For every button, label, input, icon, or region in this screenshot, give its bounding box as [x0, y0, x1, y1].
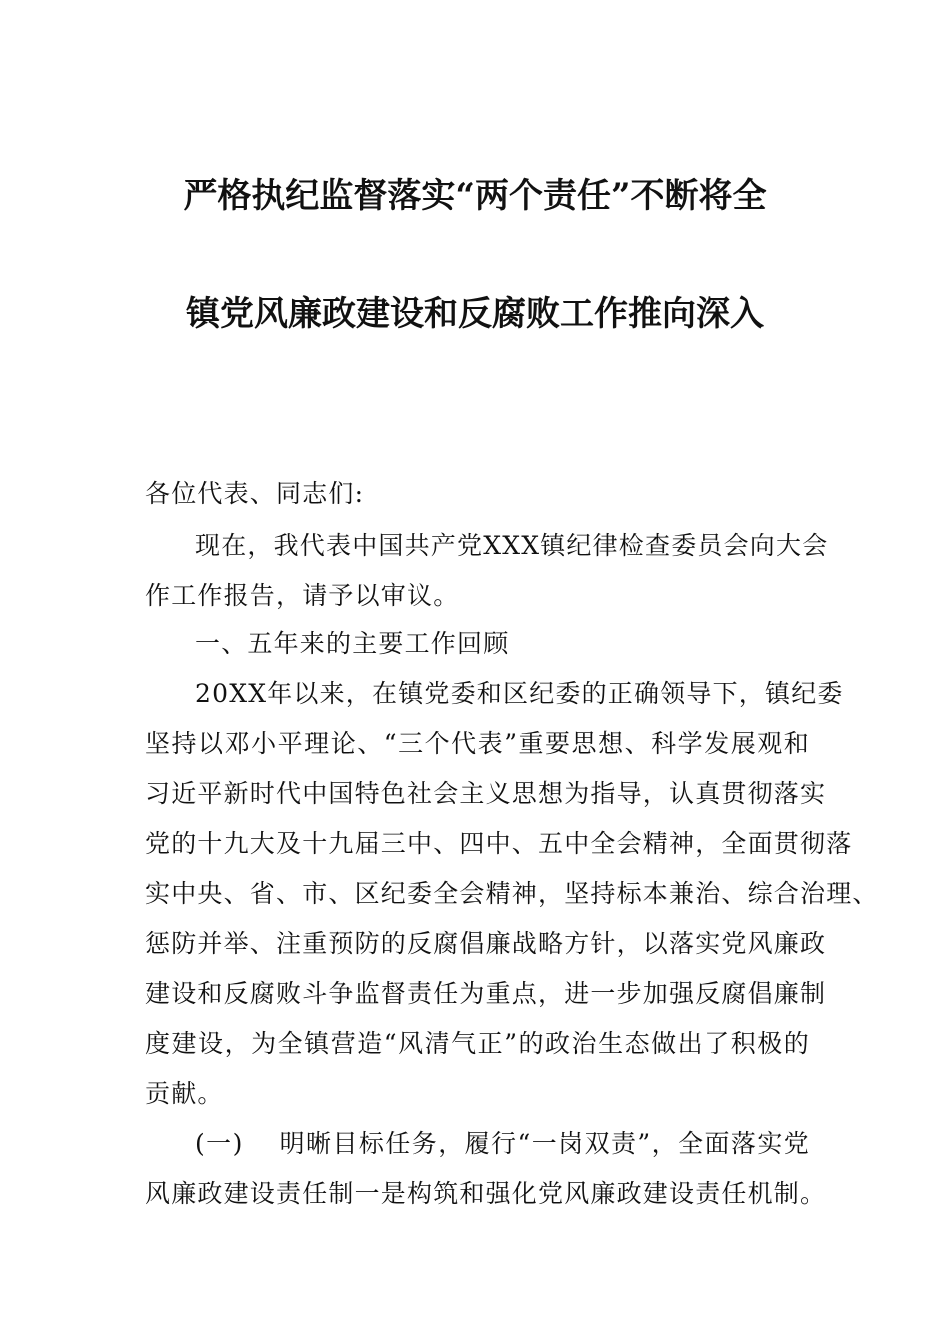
- document-title-line-2: 镇党风廉政建设和反腐败工作推向深入: [186, 294, 764, 334]
- body-line: 惩防并举、注重预防的反腐倡廉战略方针，以落实党风廉政: [145, 929, 827, 958]
- body-line: 坚持以邓小平理论、“三个代表”重要思想、科学发展观和: [145, 729, 810, 758]
- body-line: 实中央、省、市、区纪委全会精神，坚持标本兼治、综合治理、: [145, 879, 879, 908]
- body-line: 度建设，为全镇营造“风清气正”的政治生态做出了积极的: [145, 1029, 810, 1058]
- body-line: 党的十九大及十九届三中、四中、五中全会精神，全面贯彻落: [145, 829, 853, 858]
- body-line: 习近平新时代中国特色社会主义思想为指导，认真贯彻落实: [145, 779, 827, 808]
- subsection-heading: (一) 明晰目标任务，履行“一岗双责”，全面落实党: [195, 1129, 810, 1158]
- body-line: 作工作报告，请予以审议。: [145, 581, 460, 610]
- body-line: 风廉政建设责任制一是构筑和强化党风廉政建设责任机制。: [145, 1179, 827, 1208]
- body-line: 20XX年以来，在镇党委和区纪委的正确领导下，镇纪委: [195, 679, 844, 708]
- section-heading: 一、五年来的主要工作回顾: [195, 629, 510, 658]
- document-title-line-1: 严格执纪监督落实“两个责任”不断将全: [183, 176, 767, 216]
- body-line: 建设和反腐败斗争监督责任为重点，进一步加强反腐倡廉制: [145, 979, 827, 1008]
- body-line: 现在，我代表中国共产党XXX镇纪律检查委员会向大会: [195, 531, 829, 560]
- salutation: 各位代表、同志们:: [145, 479, 365, 508]
- body-line: 贡献。: [145, 1079, 224, 1108]
